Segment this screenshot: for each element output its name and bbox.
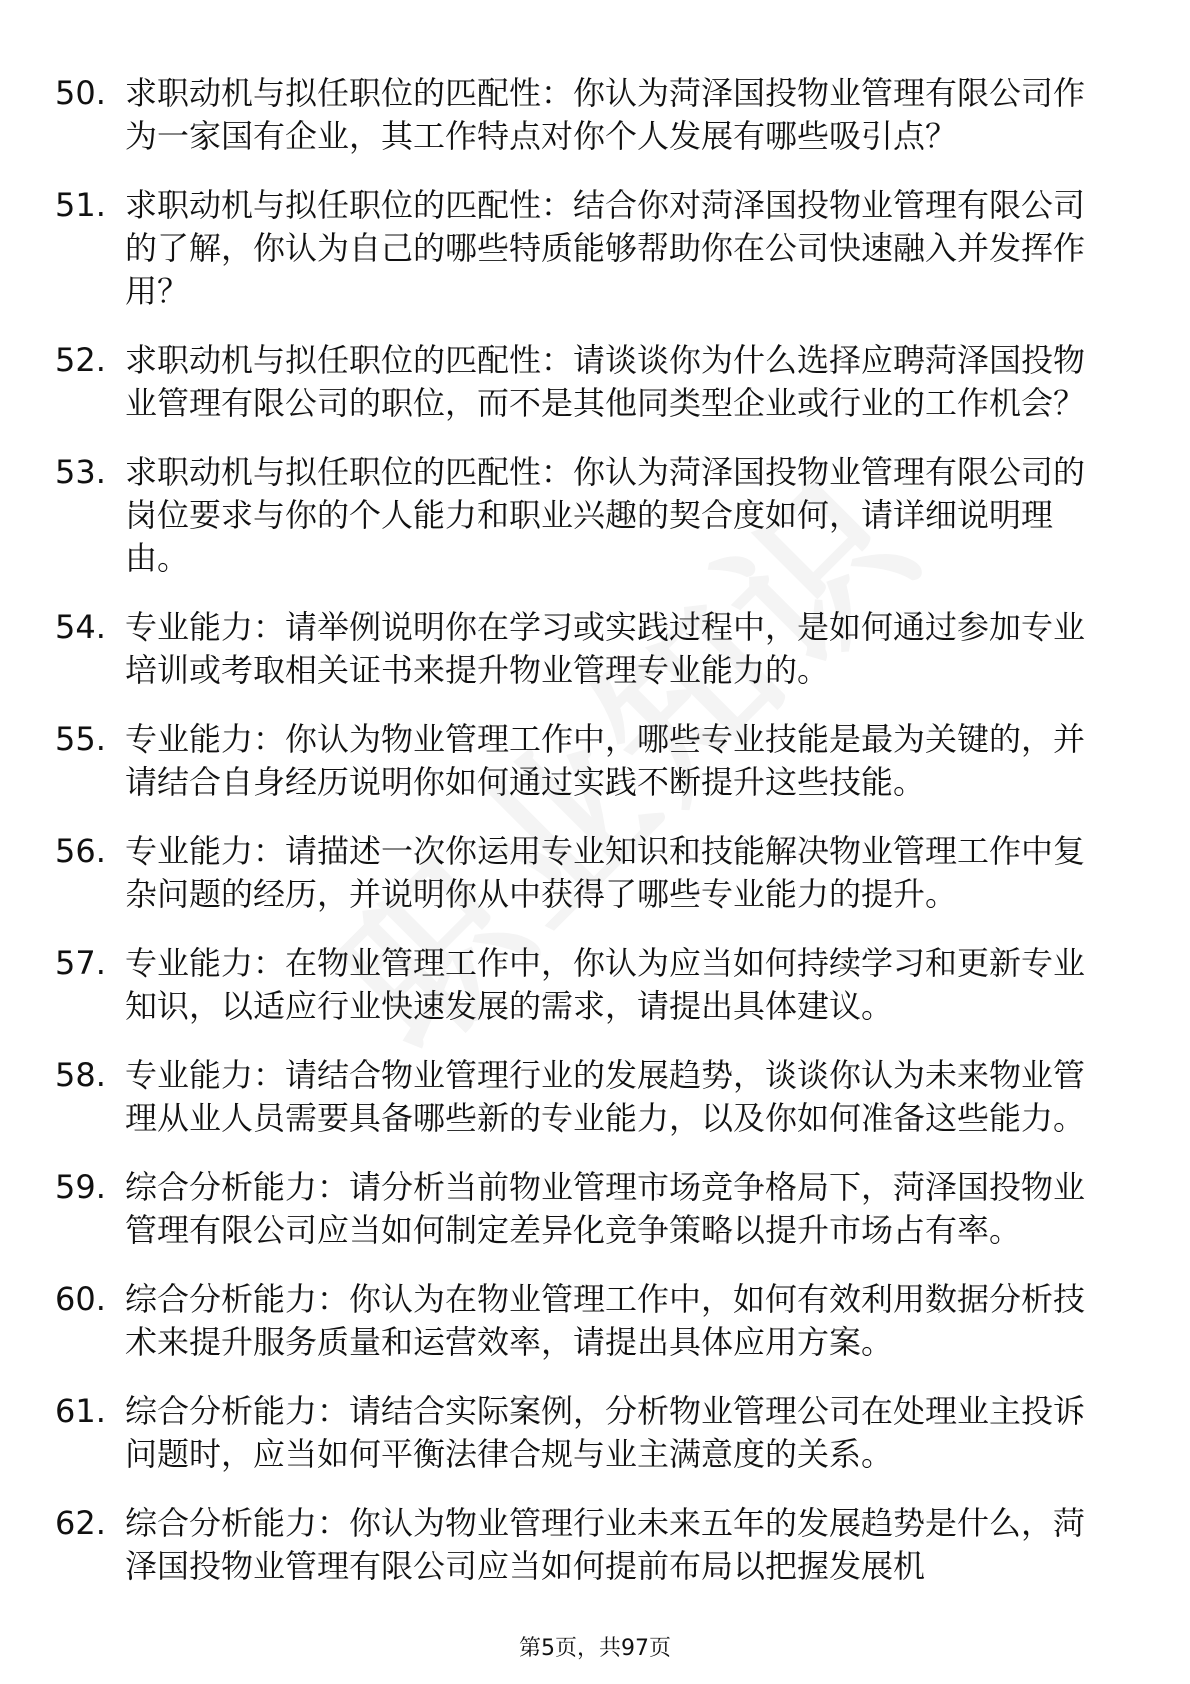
question-number: 53. <box>55 453 106 491</box>
question-item <box>55 830 1105 916</box>
question-number: 61. <box>55 1392 106 1430</box>
question-number: 62. <box>55 1504 106 1542</box>
question-number: 58. <box>55 1056 106 1094</box>
question-number: 50. <box>55 74 106 112</box>
question-number: 59. <box>55 1168 106 1206</box>
question-text: 求职动机与拟任职位的匹配性：请谈谈你为什么选择应聘菏泽国投物业管理有限公司的职位，而不是其他同类型企业或行业的工作机会？ <box>125 341 1086 422</box>
question-number: 57. <box>55 944 106 982</box>
question-number: 54. <box>55 608 106 646</box>
question-item <box>55 606 1105 692</box>
question-text: 求职动机与拟任职位的匹配性：你认为菏泽国投物业管理有限公司作为一家国有企业，其工作特点对你个人发展有哪些吸引点？ <box>125 74 1086 155</box>
question-number: 55. <box>55 720 106 758</box>
question-number: 56. <box>55 832 106 870</box>
question-text: 专业能力：请举例说明你在学习或实践过程中，是如何通过参加专业培训或考取相关证书来提升物业管理专业能力的。 <box>125 608 1086 689</box>
question-item <box>55 1278 1105 1364</box>
question-item <box>55 1390 1105 1476</box>
page-number: 第5页，共97页 <box>519 1636 671 1661</box>
question-number: 52. <box>55 341 106 379</box>
question-text: 综合分析能力：你认为在物业管理工作中，如何有效利用数据分析技术来提升服务质量和运营效率，请提出具体应用方案。 <box>125 1280 1086 1361</box>
question-item <box>55 1054 1105 1140</box>
question-item <box>55 718 1105 804</box>
question-text: 综合分析能力：请结合实际案例，分析物业管理公司在处理业主投诉问题时，应当如何平衡法律合规与业主满意度的关系。 <box>125 1392 1086 1473</box>
question-text: 求职动机与拟任职位的匹配性：结合你对菏泽国投物业管理有限公司的了解，你认为自己的哪些特质能够帮助你在公司快速融入并发挥作用？ <box>125 186 1086 310</box>
question-item <box>55 942 1105 1028</box>
question-item <box>55 184 1105 313</box>
question-list <box>55 72 1105 1614</box>
question-text: 综合分析能力：请分析当前物业管理市场竞争格局下，菏泽国投物业管理有限公司应当如何制定差异化竞争策略以提升市场占有率。 <box>125 1168 1086 1249</box>
question-text: 专业能力：在物业管理工作中，你认为应当如何持续学习和更新专业知识，以适应行业快速发展的需求，请提出具体建议。 <box>125 944 1086 1025</box>
question-item <box>55 1166 1105 1252</box>
question-number: 60. <box>55 1280 106 1318</box>
question-item <box>55 72 1105 158</box>
question-item <box>55 1502 1105 1588</box>
question-item <box>55 339 1105 425</box>
question-text: 专业能力：你认为物业管理工作中，哪些专业技能是最为关键的，并请结合自身经历说明你如何通过实践不断提升这些技能。 <box>125 720 1086 801</box>
question-text: 求职动机与拟任职位的匹配性：你认为菏泽国投物业管理有限公司的岗位要求与你的个人能力和职业兴趣的契合度如何，请详细说明理由。 <box>125 453 1086 577</box>
question-text: 专业能力：请结合物业管理行业的发展趋势，谈谈你认为未来物业管理从业人员需要具备哪些新的专业能力，以及你如何准备这些能力。 <box>125 1056 1086 1137</box>
question-item <box>55 451 1105 580</box>
question-number: 51. <box>55 186 106 224</box>
question-text: 综合分析能力：你认为物业管理行业未来五年的发展趋势是什么，菏泽国投物业管理有限公司应当如何提前布局以把握发展机 <box>125 1504 1086 1585</box>
question-text: 专业能力：请描述一次你运用专业知识和技能解决物业管理工作中复杂问题的经历，并说明你从中获得了哪些专业能力的提升。 <box>125 832 1086 913</box>
